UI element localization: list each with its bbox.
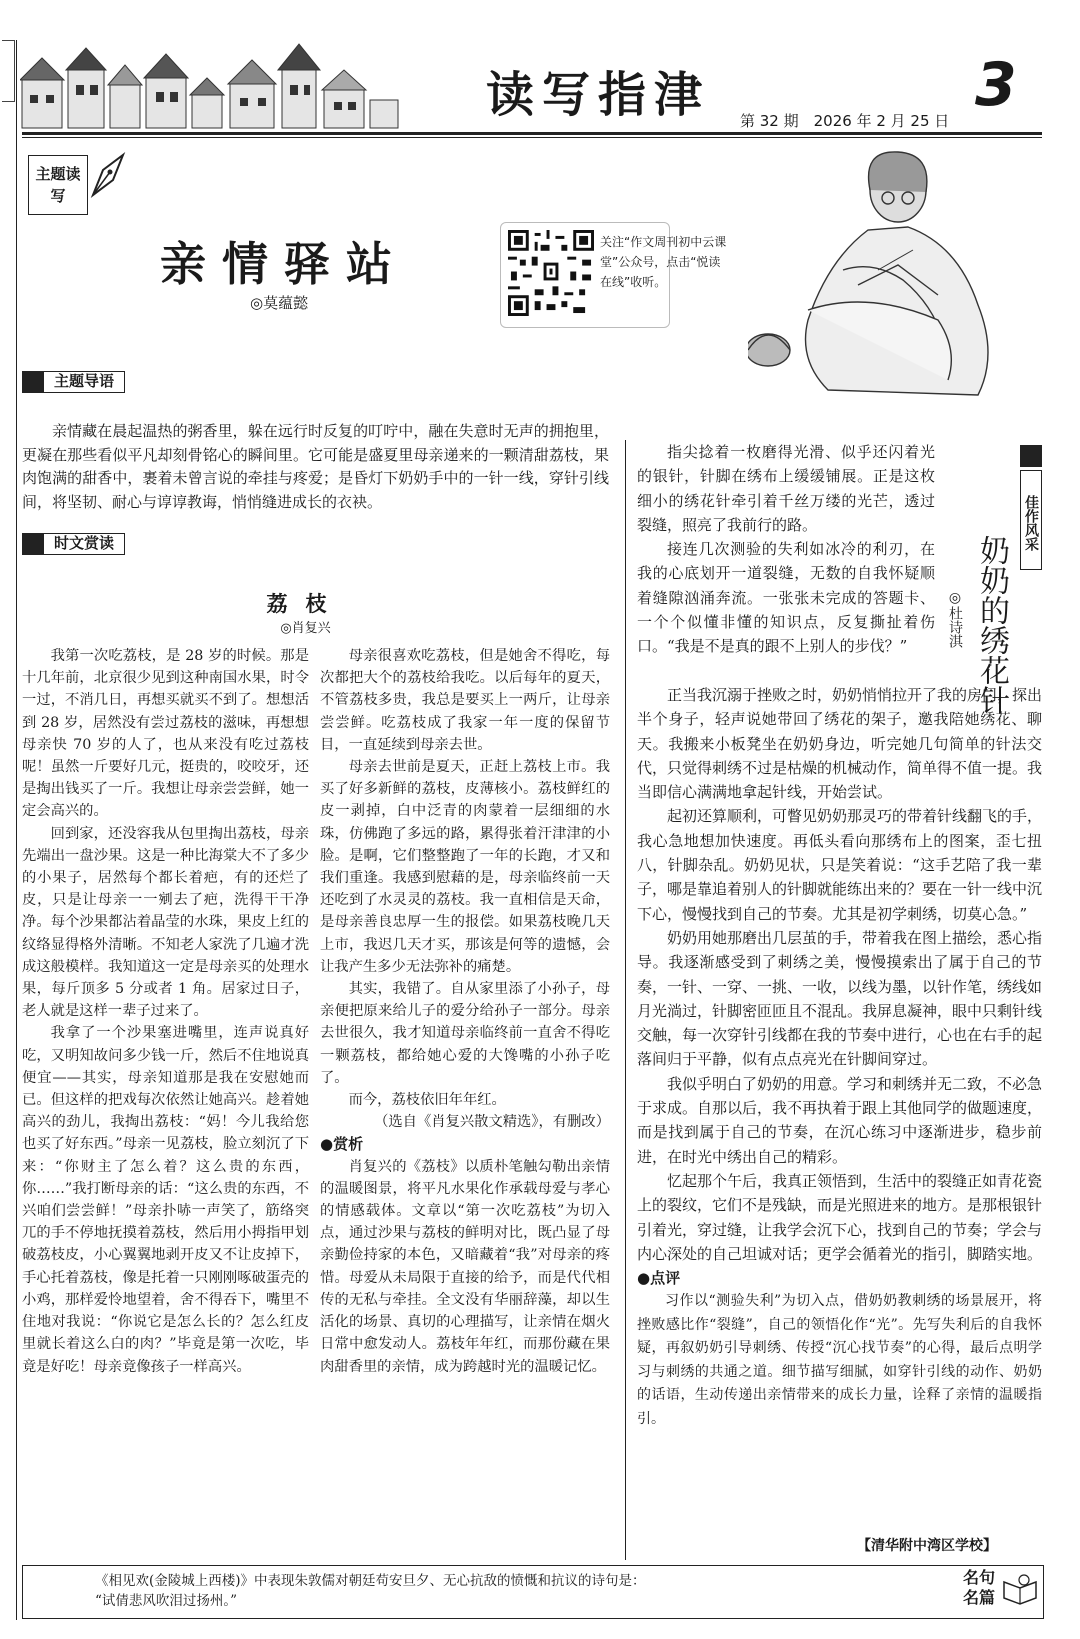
school-credit: 【清华附中湾区学校】 <box>857 1538 997 1554</box>
page-number: 3 <box>975 50 1017 120</box>
paper-name: 读写指津 <box>486 67 711 123</box>
reading-paragraph: 我拿了一个沙果塞进嘴里，连声说真好吃，又明知故问多少钱一斤，然后不住地说真便宜——其实，母亲知道那是我在安慰她而已。但这样的把戏每次依然让她高兴。趁着她高兴的劲儿，我掏出荔枝：“妈！今儿我给您也买了好东西。”母亲一见荔枝，脸立刻沉了下来：“你财主了怎么着？这么贵的东西，你……”我打断母亲的话：“这么贵的东西，不兴咱们尝尝鲜！”母亲扑哧一声笑了，筋络突兀的手不停地抚摸着荔枝，然后用小拇指甲划破荔枝皮，小心翼翼地剥开皮又不让皮掉下，手心托着荔枝，像是托着一只刚刚啄破蛋壳的小鸡，那样爱怜地望着，舍不得吞下，嘴里不住地对我说：“你说它是怎么长的？怎么红皮里就长着这么白的肉？”毕竟是第一次吃，毕竟是好吃！母亲竟像孩子一样高兴。 <box>22 1025 309 1375</box>
theme-box-label: 主题读写 <box>35 165 81 205</box>
left-edge-fragment <box>2 40 15 102</box>
quote-line-2: “试倩悲风吹泪过扬州。” <box>95 1593 238 1609</box>
essay-paragraph: 忆起那个午后，我真正领悟到，生活中的裂缝正如青花瓷上的裂纹，它们不是残缺，而是光照进来的地方。是那根银针引着光，穿过缝，让我学会沉下心，找到自己的节奏；学会与内心深处的自己坦诚对话；更学会循着光的指引，脚踏实地。 <box>637 1171 1043 1263</box>
appreciation-label: ●赏析 <box>320 1135 364 1154</box>
label-block <box>22 371 44 393</box>
grandmother-embroidery-illustration <box>748 150 1008 405</box>
left-edge-rule <box>16 40 17 1620</box>
quote-label <box>963 1568 995 1608</box>
qr-caption: 关注“作文周刊初中云课堂”公众号，点击“悦读在线”收听。 <box>600 235 727 289</box>
reading-column-1 <box>22 645 309 1378</box>
town-illustration <box>20 40 400 130</box>
essay-paragraph: 我似乎明白了奶奶的用意。学习和刺绣并无二致，不必急于求成。自那以后，我不再执着于跟上其他同学的做题速度，而是找到属于自己的节奏，在沉心练习中逐渐进步，稳步前进，在时光中绣出自己的精彩。 <box>637 1074 1043 1166</box>
label-block <box>22 533 44 555</box>
intro-text: 亲情藏在晨起温热的粥香里，躲在远行时反复的叮咛中，融在失意时无声的拥抱里，更凝在那些看似平凡却刻骨铭心的瞬间里。它可能是盛夏里母亲递来的一颗清甜荔枝，果肉饱满的甜香中，裹着未曾言说的牵挂与疼爱；是昏灯下奶奶手中的一针一线，穿针引线间，将坚韧、耐心与谆谆教诲，悄悄缝进成长的衣袂。 <box>22 422 609 511</box>
intro-label <box>22 371 125 393</box>
reading-paragraph: 而今，荔枝依旧年年红。 <box>348 1092 506 1109</box>
essay-label-block <box>1020 445 1042 467</box>
reading-paragraph: 母亲去世前是夏天，正赶上荔枝上市。我买了好多新鲜的荔枝，皮薄核小。荔枝鲜红的皮一剥掉，白中泛青的肉蒙着一层细细的水珠，仿佛跑了多远的路，累得张着汗津津的小脸。是啊，它们整整跑了一年的长跑，才又和我们重逢。我感到慰藉的是，母亲临终前一天还吃到了水灵灵的荔枝。我一直相信是天命，是母亲善良忠厚一生的报偿。如果荔枝晚几天上市，我迟几天才买，那该是何等的遗憾，会让我产生多少无法弥补的痛楚。 <box>320 759 610 975</box>
reading-paragraph: 我第一次吃荔枝，是 28 岁的时候。那是十几年前，北京很少见到这种南国水果，时令一过，不消几日，再想买就买不到了。想想活到 28 岁，居然没有尝过荔枝的滋味，再想想母亲快 70 岁的人了，也从来没有吃过荔枝呢！虽然一斤要好几元，挺贵的，咬咬牙，还是掏出钱买了一斤。我想让母亲尝尝鲜，她一定会高兴的。 <box>22 648 309 820</box>
essay-paragraph: 奶奶用她那磨出几层茧的手，带着我在图上描绘，悉心指导。我逐渐感受到了刺绣之美，慢慢摸索出了属于自己的节奏，一针、一穿、一挑、一收，以线为墨，以针作笔，绣线如月光淌过，针脚密匝匝且不混乱。我屏息凝神，眼中只剩针线交触，每一次穿针引线都在我的节奏中进行，心也在右手的起落间归于平静，似有点点亮光在针脚间穿过。 <box>637 928 1043 1069</box>
theme-box <box>28 155 88 215</box>
essay-section-label: 佳作风采 <box>1020 470 1042 570</box>
page-title: 亲情驿站 <box>160 237 408 291</box>
column-divider <box>625 440 626 1560</box>
reading-paragraph: 其实，我错了。自从家里添了小孙子，母亲便把原来给儿子的爱分给孙子一部分。母亲去世很久，我才知道母亲临终前一直舍不得吃一颗荔枝，都给她心爱的大馋嘴的小孙子吃了。 <box>320 981 610 1086</box>
masthead-rule <box>22 132 1042 135</box>
reading-label <box>22 533 125 555</box>
reading-paragraph: 母亲很喜欢吃荔枝，但是她舍不得吃，每次都把大个的荔枝给我吃。以后每年的夏天，不管荔枝多贵，我总是要买上一两斤，让母亲尝尝鲜。吃荔枝成了我家一年一度的保留节目，一直延续到母亲去世。 <box>320 648 610 753</box>
reading-author: ◎肖复兴 <box>280 621 331 636</box>
intro-text-block <box>22 420 609 514</box>
essay-column-wide <box>637 683 1042 1431</box>
masthead-rule-thin <box>22 137 1042 138</box>
appreciation-text: 肖复兴的《荔枝》以质朴笔触勾勒出亲情的温暖图景，将平凡水果化作承载母爱与孝心的情感载体。文章以“第一次吃荔枝”为切入点，通过沙果与荔枝的鲜明对比，既凸显了母亲勤俭持家的本色，又暗藏着“我”对母亲的疼惜。母爱从未局限于直接的给予，而是代代相传的无私与牵挂。全文没有华丽辞藻，却以生活化的场景、真切的心理描写，让亲情在烟火日常中愈发动人。荔枝年年红，而那份藏在果肉甜香里的亲情，成为跨越时光的温暖记忆。 <box>320 1158 610 1375</box>
page-author: ◎莫蕴懿 <box>250 294 309 312</box>
qr-code-icon[interactable] <box>508 230 594 316</box>
quote-text <box>95 1571 935 1611</box>
comment-label: ●点评 <box>637 1269 681 1288</box>
pen-nib-icon <box>88 150 128 200</box>
quote-label-line-1: 名句 <box>963 1568 996 1587</box>
reading-label-text: 时文赏读 <box>44 533 125 555</box>
reading-title: 荔枝 <box>266 592 345 616</box>
quote-label-line-2: 名篇 <box>963 1588 996 1607</box>
book-icon <box>1002 1572 1038 1608</box>
comment-text: 习作以“测验失利”为切入点，借奶奶教刺绣的场景展开，将挫败感比作“裂缝”，自己的领悟化作“光”。先写失利后的自我怀疑，再叙奶奶引导刺绣、传授“沉心找节奏”的心得，最后点明学习与刺绣的共通之道。细节描写细腻，如穿针引线的动作、奶奶的话语，生动传递出亲情带来的成长力量，诠释了亲情的温暖指引。 <box>637 1293 1042 1427</box>
reading-column-2 <box>320 645 610 1378</box>
intro-label-text: 主题导语 <box>44 371 125 393</box>
essay-paragraph: 指尖捻着一枚磨得光滑、似乎还闪着光的银针，针脚在绣布上缓缓铺展。正是这枚细小的绣花针牵引着千丝万缕的光芒，透过裂缝，照亮了我前行的路。 <box>637 443 935 534</box>
essay-paragraph: 接连几次测验的失利如冰冷的利刃，在我的心底划开一道裂缝，无数的自我怀疑顺着缝隙汹涌奔流。一张张未完成的答题卡、一个个似懂非懂的知识点，反复撕扯着伤口。“我是不是真的跟不上别人的步伐？” <box>637 540 935 656</box>
quote-line-1: 《相见欢(金陵城上西楼)》中表现朱敦儒对朝廷苟安旦夕、无心抗敌的愤慨和抗议的诗句是： <box>95 1573 646 1589</box>
essay-paragraph: 正当我沉溺于挫败之时，奶奶悄悄拉开了我的房门，探出半个身子，轻声说她带回了绣花的架子，邀我陪她绣花、聊天。我搬来小板凳坐在奶奶身边，听完她几句简单的针法交代，只觉得刺绣不过是枯燥的机械动作，简单得不值一提。我当即信心满满地拿起针线，开始尝试。 <box>637 686 1043 802</box>
essay-paragraph: 起初还算顺利，可瞥见奶奶那灵巧的带着针线翻飞的手，我心急地想加快速度。再低头看向那绣布上的图案，歪七扭八，针脚杂乱。奶奶见状，只是笑着说：“这手艺陪了我一辈子，哪是靠追着别人的针脚就能练出来的？要在一针一线中沉下心，慢慢找到自己的节奏。尤其是初学刺绣，切莫心急。” <box>637 807 1043 923</box>
issue-date: 第 32 期 2026 年 2 月 25 日 <box>740 112 950 130</box>
essay-title: 奶奶的绣花针 <box>974 535 1009 715</box>
reading-paragraph: 回到家，还没容我从包里掏出荔枝，母亲先端出一盘沙果。这是一种比海棠大不了多少的小果子，居然每个都长着疤，有的还烂了皮，只是让母亲一一剜去了疤，洗得干干净净。每个沙果都沾着晶莹的水珠，果皮上红的纹络显得格外清晰。不知老人家洗了几遍才洗成这般模样。我知道这一定是母亲买的处理水果，每斤顶多 5 分或者 1 角。居家过日子，老人就是这样一辈子过来了。 <box>22 825 309 1020</box>
source-note: （选自《肖复兴散文精选》，有删改） <box>374 1114 610 1131</box>
essay-author: ◎杜诗淇 <box>947 590 963 648</box>
essay-column <box>637 440 935 659</box>
